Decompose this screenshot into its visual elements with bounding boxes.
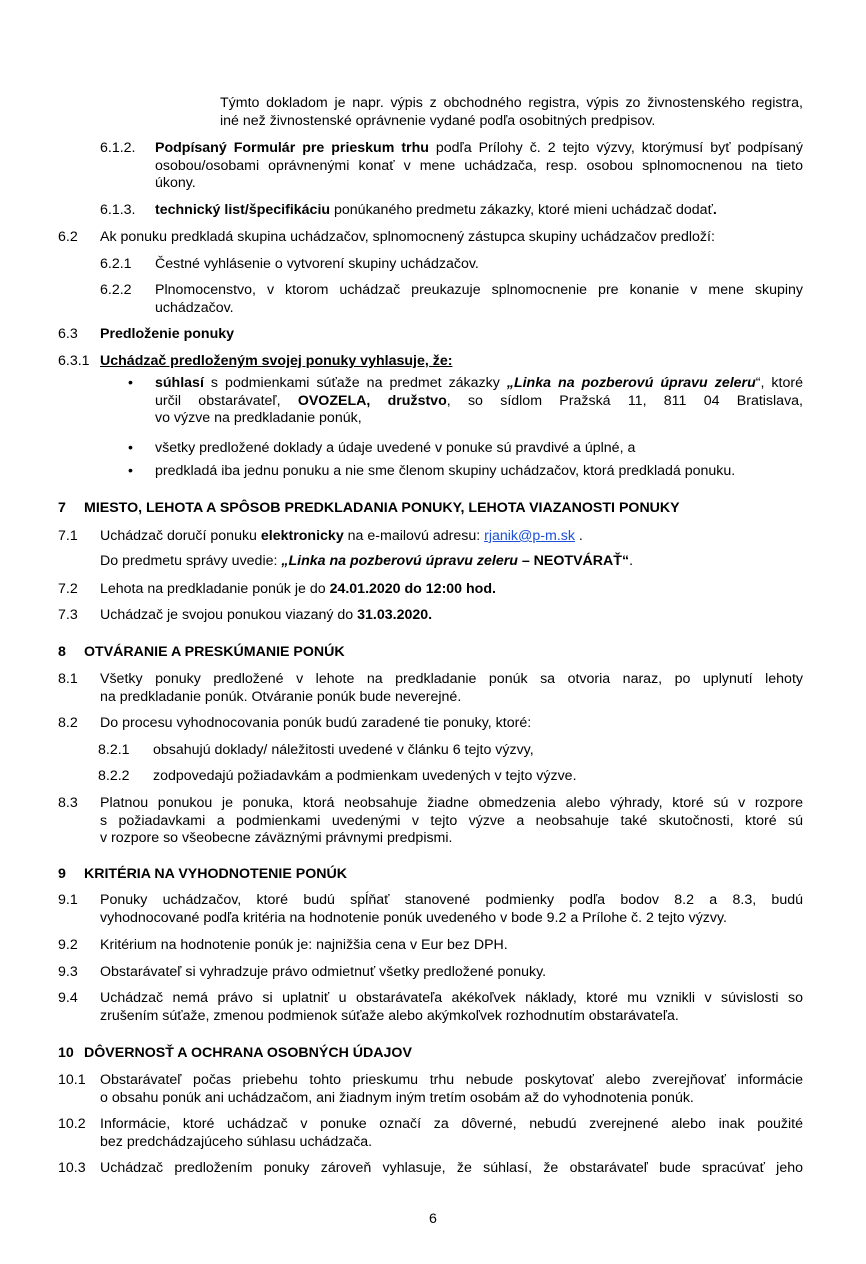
section-number: 6.2 [58,229,78,245]
section-10-1-text: Obstarávateľ počas priebehu tohto prieskumu trhu nebude poskytovať alebo zverejňovať informácie o obsahu ponúk ani uchádzačom, ani žiadnym iným tretím osobám až do vyhodnotenia ponúk. [100,1072,803,1106]
section-8-2-1-text: obsahujú doklady/ náležitosti uvedené v článku 6 tejto výzvy, [153,742,534,758]
paragraph-continuation: Týmto dokladom je napr. výpis z obchodného registra, výpis zo živnostenského registra, iné než živnostenské oprávnenie vydané podľa osobitných predpisov. [220,95,803,129]
section-number: 6.2.2 [100,282,132,298]
section-6-3-1-title: Uchádzač predloženým svojej ponuky vyhlasuje, že: [100,353,453,369]
section-6-2-2-text: Plnomocenstvo, v ktorom uchádzač preukazuje splnomocnenie pre konanie v mene skupiny uchádzačov. [155,282,803,316]
bullet-item: všetky predložené doklady a údaje uvedené v ponuke sú pravdivé a úplné, a [155,440,636,456]
section-number: 9.2 [58,937,78,953]
section-7-1-text: Uchádzač doručí ponuku elektronicky na e-mailovú adresu: rjanik@p-m.sk . [100,528,583,544]
heading-number: 7 [58,500,66,516]
section-number: 7.1 [58,528,78,544]
section-number: 8.2.2 [98,768,130,784]
bullet-dot: • [128,440,133,456]
section-6-1-3-text: technický list/špecifikáciu ponúkaného predmetu zákazky, ktoré mieni uchádzač dodať. [155,202,717,218]
section-8-3-text: Platnou ponukou je ponuka, ktorá neobsahuje žiadne obmedzenia alebo výhrady, ktoré sú v rozpore s požiadavkami a podmienkami uvedenými v tejto výzve a neobsahuje také skutočnosti, ktoré sú v rozpore so všeobecne záväznými právnymi predpismi. [100,795,803,847]
section-number: 10.1 [58,1072,86,1088]
section-6-2-text: Ak ponuku predkladá skupina uchádzačov, splnomocnený zástupca skupiny uchádzačov predloží: [100,229,715,245]
section-8-2-2-text: zodpovedajú požiadavkám a podmienkam uvedených v tejto výzve. [153,768,577,784]
section-number: 10.2 [58,1116,86,1132]
section-9-1-text: Ponuky uchádzačov, ktoré budú spĺňať stanovené podmienky podľa bodov 8.2 a 8.3, budú vyhodnocované podľa kritéria na hodnotenie ponúk uvedeného v bode 9.2 a Prílohe č. 2 tejto výzvy. [100,892,803,926]
heading-7: MIESTO, LEHOTA A SPÔSOB PREDKLADANIA PONUKY, LEHOTA VIAZANOSTI PONUKY [84,500,680,516]
section-9-2-text: Kritérium na hodnotenie ponúk je: najnižšia cena v Eur bez DPH. [100,937,508,953]
bullet-dot: • [128,463,133,479]
section-6-3-title: Predloženie ponuky [100,326,235,342]
section-9-3-text: Obstarávateľ si vyhradzuje právo odmietnuť všetky predložené ponuky. [100,964,547,980]
section-7-2-text: Lehota na predkladanie ponúk je do 24.01.2020 do 12:00 hod. [100,581,496,597]
section-number: 7.2 [58,581,78,597]
heading-9: KRITÉRIA NA VYHODNOTENIE PONÚK [84,866,348,882]
section-number: 6.3 [58,326,78,342]
bullet-item: súhlasí s podmienkami súťaže na predmet zákazky „Linka na pozberovú úpravu zeleru“, ktoré určil obstarávateľ, OVOZELA, družstvo, so sídlom Pražská 11, 811 04 Bratislava, vo výzve na predkladanie ponúk, [155,375,803,427]
bullet-item: predkladá iba jednu ponuku a nie sme členom skupiny uchádzačov, ktorá predkladá ponuku. [155,463,736,479]
section-number: 6.1.2. [100,140,136,156]
heading-number: 8 [58,644,66,660]
page-number: 6 [429,1211,437,1227]
section-6-1-2-text: Podpísaný Formulár pre prieskum trhu podľa Prílohy č. 2 tejto výzvy, ktorýmusí byť podpísaný osobou/osobami oprávnenými konať v mene uchádzača, resp. osobou splnomocnenou na tieto úkony. [155,140,803,192]
section-8-1-text: Všetky ponuky predložené v lehote na predkladanie ponúk sa otvoria naraz, po uplynutí lehoty na predkladanie ponúk. Otváranie ponúk bude neverejné. [100,671,803,705]
section-number: 8.2.1 [98,742,130,758]
section-10-3-text: Uchádzač predložením ponuky zároveň vyhlasuje, že súhlasí, že obstarávateľ bude spracúvať jeho [100,1160,803,1176]
section-number: 9.3 [58,964,78,980]
section-number: 8.1 [58,671,78,687]
section-7-1-subject: Do predmetu správy uvedie: „Linka na pozberovú úpravu zeleru – NEOTVÁRAŤ“. [100,553,634,569]
section-7-3-text: Uchádzač je svojou ponukou viazaný do 31.03.2020. [100,607,433,623]
bullet-dot: • [128,375,133,391]
heading-8: OTVÁRANIE A PRESKÚMANIE PONÚK [84,644,345,660]
section-6-2-1-text: Čestné vyhlásenie o vytvorení skupiny uchádzačov. [155,256,479,272]
section-number: 10.3 [58,1160,86,1176]
section-number: 9.4 [58,990,78,1006]
section-number: 6.2.1 [100,256,132,272]
heading-number: 10 [58,1045,74,1061]
section-8-2-text: Do procesu vyhodnocovania ponúk budú zaradené tie ponuky, ktoré: [100,715,532,731]
section-number: 6.3.1 [58,353,90,369]
section-number: 7.3 [58,607,78,623]
section-9-4-text: Uchádzač nemá právo si uplatniť u obstarávateľa akékoľvek náklady, ktoré mu vznikli v súvislosti so zrušením súťaže, zmenou podmienok súťaže alebo akýmkoľvek rozhodnutím obstarávateľa. [100,990,803,1024]
section-10-2-text: Informácie, ktoré uchádzač v ponuke označí za dôverné, nebudú zverejnené alebo inak použité bez predchádzajúceho súhlasu uchádzača. [100,1116,803,1150]
heading-10: DÔVERNOSŤ A OCHRANA OSOBNÝCH ÚDAJOV [84,1045,412,1061]
section-number: 8.2 [58,715,78,731]
email-link[interactable]: rjanik@p-m.sk [484,528,575,544]
section-number: 9.1 [58,892,78,908]
heading-number: 9 [58,866,66,882]
section-number: 8.3 [58,795,78,811]
section-number: 6.1.3. [100,202,136,218]
